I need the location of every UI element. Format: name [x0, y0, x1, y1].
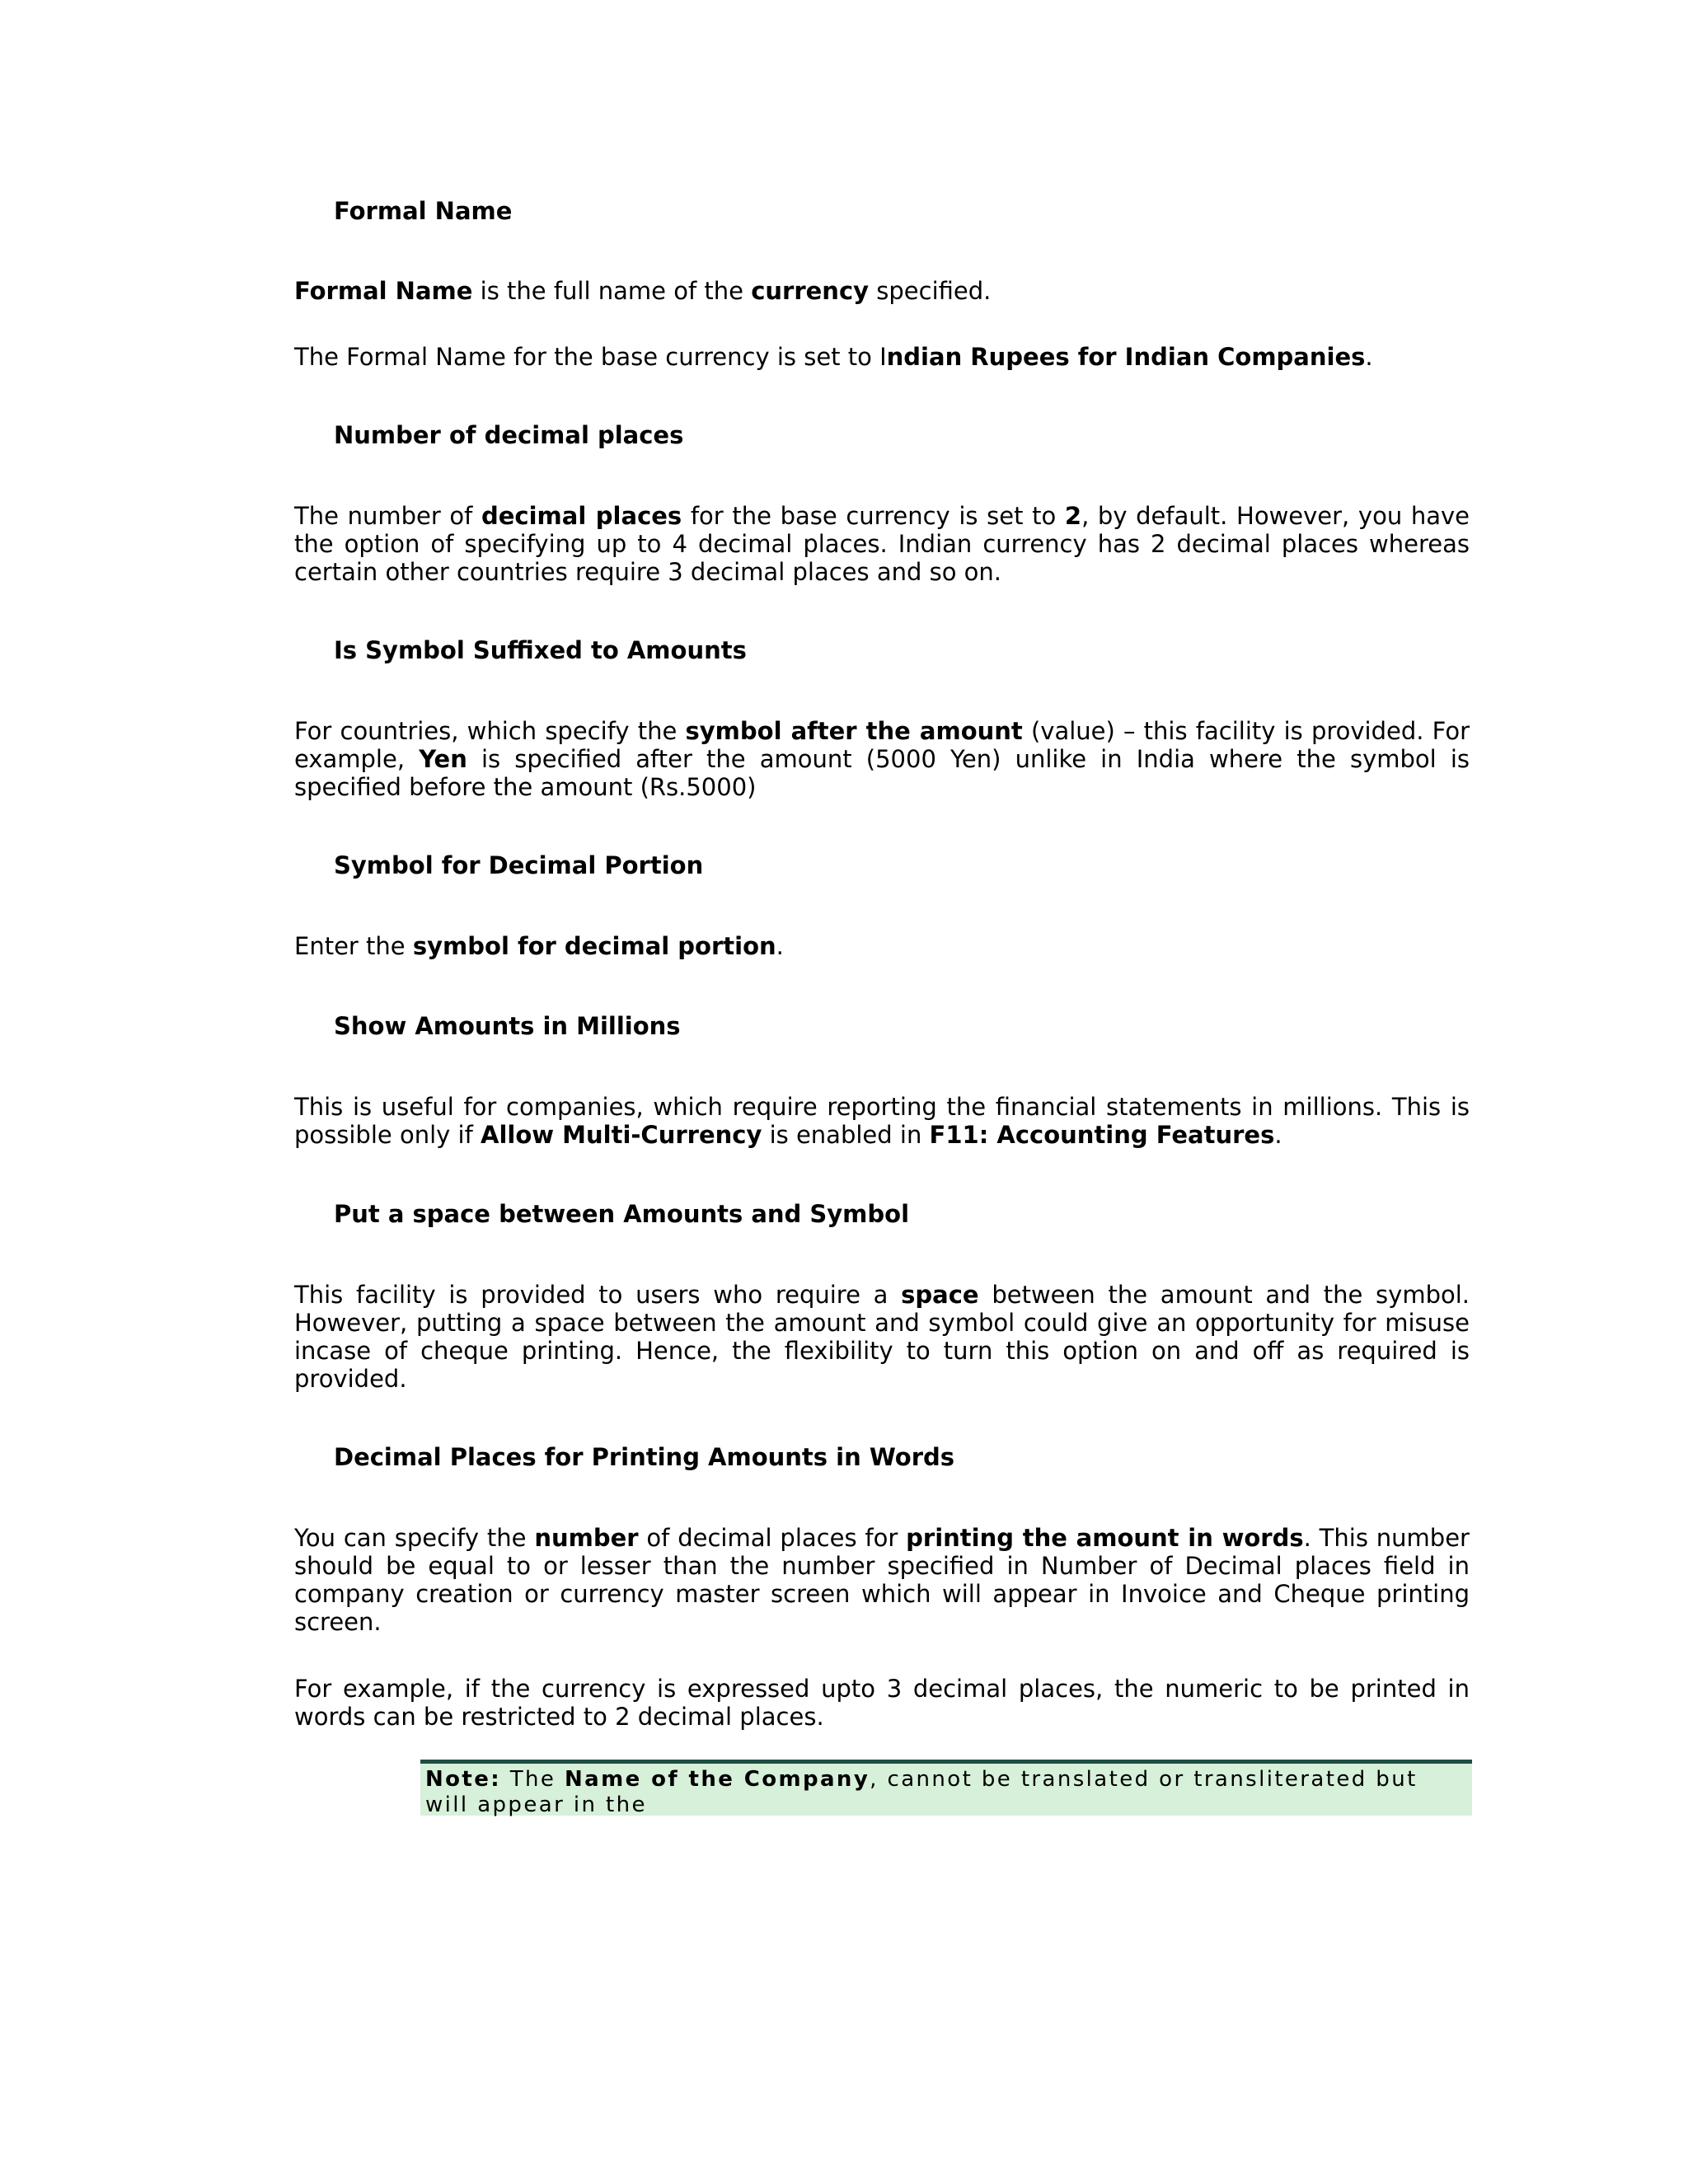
bold-text: symbol after the amount: [685, 717, 1023, 745]
text: The Formal Name for the base currency is set to I: [294, 343, 887, 371]
text: You can specify the: [294, 1524, 535, 1552]
text: . This number should be equal to or lesser than the number specified in Number of Decimal places field in company creation or currency master screen which will appear in Invoice and Cheque printing screen.: [294, 1524, 1470, 1636]
paragraph-printing-amounts-words: [294, 1524, 1470, 1636]
text: Enter the: [294, 932, 413, 960]
paragraph-decimal-places: [294, 502, 1470, 586]
heading-space-between: Put a space between Amounts and Symbol: [334, 1200, 910, 1228]
bold-text: printing the amount in words: [906, 1524, 1304, 1552]
text: , by default. However, you have the option of specifying up to 4 decimal places. Indian currency has 2 decimal places whereas certain other countries require 3 decimal places and so on.: [294, 502, 1470, 586]
bold-text: Name of the Company: [564, 1767, 870, 1792]
bold-text: Yen: [419, 745, 467, 773]
text: , cannot be translated or transliterated but will appear in the: [425, 1767, 1418, 1817]
bold-text: Formal Name: [294, 277, 473, 305]
text: between the amount and the symbol. However, putting a space between the amount and symbol could give an opportunity for misuse incase of cheque printing. Hence, the flexibility to turn this option on and off as required is provided.: [294, 1281, 1470, 1393]
bold-text: decimal places: [481, 502, 682, 530]
bold-text: 2: [1064, 502, 1082, 530]
text: This facility is provided to users who require a: [294, 1281, 902, 1309]
text: is the full name of the: [472, 277, 752, 305]
paragraph-show-amounts-millions: [294, 1093, 1470, 1149]
paragraph-printing-amounts-example: For example, if the currency is expressed upto 3 decimal places, the numeric to be printed in words can be restricted to 2 decimal places.: [294, 1675, 1470, 1731]
heading-symbol-suffixed: Is Symbol Suffixed to Amounts: [334, 636, 747, 664]
bold-text: ndian Rupees for Indian Companies: [886, 343, 1366, 371]
heading-symbol-decimal-portion: Symbol for Decimal Portion: [334, 851, 704, 879]
bold-text: Allow Multi-Currency: [481, 1121, 762, 1149]
heading-printing-amounts-words: Decimal Places for Printing Amounts in Words: [334, 1443, 955, 1471]
text: is specified after the amount (5000 Yen) unlike in India where the symbol is specified before the amount (Rs.5000): [294, 745, 1470, 801]
bold-text: currency: [751, 277, 870, 305]
note-label: Note:: [425, 1767, 502, 1792]
paragraph-symbol-suffixed: [294, 717, 1470, 801]
text: .: [776, 932, 784, 960]
paragraph-formal-name-default: [294, 343, 1470, 371]
heading-show-amounts-millions: Show Amounts in Millions: [334, 1012, 681, 1040]
paragraph-symbol-decimal-portion: [294, 932, 1470, 960]
text: (value) – this facility is provided. For example,: [294, 717, 1470, 773]
text: for the base currency is set to: [682, 502, 1065, 530]
heading-formal-name: Formal Name: [334, 197, 513, 225]
text: is enabled in: [762, 1121, 930, 1149]
bold-text: space: [901, 1281, 979, 1309]
heading-decimal-places: Number of decimal places: [334, 421, 684, 449]
paragraph-space-between: [294, 1281, 1470, 1393]
bold-text: number: [534, 1524, 639, 1552]
text: .: [1274, 1121, 1282, 1149]
text: specified.: [869, 277, 992, 305]
text: of decimal places for: [638, 1524, 907, 1552]
bold-text: F11: Accounting Features: [929, 1121, 1275, 1149]
text: .: [1365, 343, 1373, 371]
text: The: [501, 1767, 565, 1792]
note-box: [420, 1760, 1472, 1816]
text: The number of: [294, 502, 481, 530]
text: This is useful for companies, which require reporting the financial statements in millions. This is possible only if: [294, 1093, 1470, 1149]
paragraph-formal-name-definition: [294, 277, 1470, 305]
bold-text: symbol for decimal portion: [412, 932, 776, 960]
text: For countries, which specify the: [294, 717, 686, 745]
